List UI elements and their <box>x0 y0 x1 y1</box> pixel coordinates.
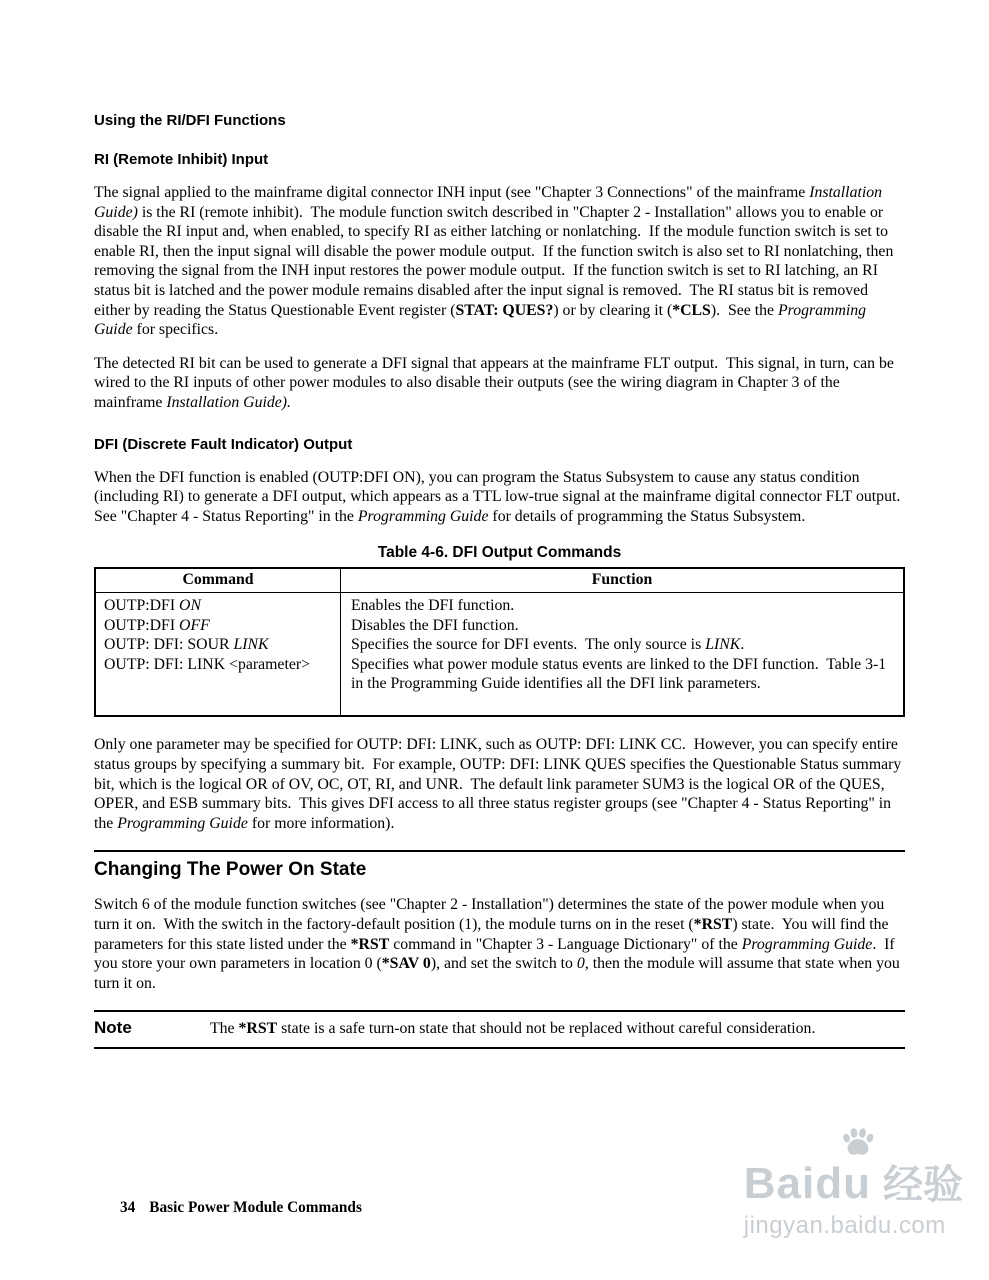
column-header-command: Command <box>95 568 341 593</box>
heading-using-ri-dfi-functions: Using the RI/DFI Functions <box>94 112 286 129</box>
note-box <box>94 1010 905 1049</box>
watermark-brand: Baidu <box>743 1159 871 1208</box>
dfi-output-commands-table <box>94 567 905 717</box>
table-row <box>95 655 904 717</box>
command-cell: OUTP: DFI: LINK <parameter> <box>95 655 341 717</box>
paw-icon <box>840 1126 963 1162</box>
page-footer <box>120 1199 362 1217</box>
function-cell: Disables the DFI function. <box>351 616 519 634</box>
table-row <box>95 616 904 635</box>
table-row <box>95 635 904 654</box>
watermark-brand-cn: 经验 <box>883 1163 963 1207</box>
baidu-watermark <box>744 1126 963 1240</box>
watermark-brand-row <box>743 1159 963 1208</box>
paragraph-dfi-1: When the DFI function is enabled (OUTP:DFI ON), you can program the Status Subsystem to cause any status condition (including RI) to generate a DFI output, which appears as a TTL low-true signal at the mainframe digital connector FLT output. See "Chapter 4 - Status Reporting" in the Programming Guide for details of programming the Status Subsystem. <box>94 468 909 525</box>
command-cell: OUTP:DFI OFF <box>95 616 341 635</box>
footer-title: Basic Power Module Commands <box>149 1199 362 1216</box>
table-row <box>95 593 904 616</box>
watermark-url: jingyan.baidu.com <box>743 1212 946 1239</box>
table-header-row <box>95 568 904 593</box>
heading-ri-remote-inhibit-input: RI (Remote Inhibit) Input <box>94 151 269 168</box>
heading-changing-power-on-state: Changing The Power On State <box>94 859 367 881</box>
section-changing-power-on-state <box>94 850 905 881</box>
note-text: The *RST state is a safe turn-on state that should not be replaced without careful consideration. <box>210 1020 816 1038</box>
paragraph-after-table: Only one parameter may be specified for OUTP: DFI: LINK, such as OUTP: DFI: LINK CC. However, you can specify entire status groups by specifying a summary bit. For example, OUTP: DFI: LINK QUES specifies the Questionable Status summary bit, which is the logical OR of OV, OC, OT, RI, and UNR. The default link parameter SUM3 is the logical OR of the QUES, OPER, and ESB summary bits. This gives DFI access to all three status register groups (see "Chapter 4 - Status Reporting" in the Programming Guide for more information). <box>94 736 906 832</box>
command-cell: OUTP:DFI ON <box>95 593 341 616</box>
column-header-function: Function <box>341 568 905 593</box>
page-content <box>94 112 909 1049</box>
command-cell: OUTP: DFI: SOUR LINK <box>95 635 341 654</box>
function-cell: Enables the DFI function. <box>351 597 515 615</box>
paragraph-power-on: Switch 6 of the module function switches (see "Chapter 2 - Installation") determines the state of the power module when you turn it on. With the switch in the factory-default position (1), the module turns on in the reset (*RST) state. You will find the parameters for this state listed under the *RST command in "Chapter 3 - Language Dictionary" of the Programming Guide. If you store your own parameters in location 0 (*SAV 0), and set the switch to 0, then the module will assume that state when you turn it on. <box>94 896 904 992</box>
dfi-table-body <box>95 593 904 717</box>
table-caption: Table 4-6. DFI Output Commands <box>377 544 622 562</box>
function-cell: Specifies what power module status events are linked to the DFI function. Table 3-1 in the Programming Guide identifies all the DFI link parameters. <box>351 655 891 692</box>
heading-dfi-output: DFI (Discrete Fault Indicator) Output <box>94 435 353 453</box>
paragraph-ri-1: The signal applied to the mainframe digital connector INH input (see "Chapter 3 Connections" of the mainframe Installation Guide) is the RI (remote inhibit). The module function switch described in "Chapter 2 - Installation" allows you to enable or disable the RI input and, when enabled, to specify RI as either latching or nonlatching. If the module function switch is set to enable RI, then the input signal will disable the power module output. If the function switch is also set to RI nonlatching, then removing the signal from the INH input restores the power module output. If the function switch is set to RI latching, an RI status bit is latched and the power module remains disabled after the input signal is removed. The RI status bit is removed either by reading the Status Questionable Event register (STAT: QUES?) or by clearing it (*CLS). See the Programming Guide for specifics. <box>94 184 898 339</box>
page-number: 34 <box>120 1199 136 1216</box>
function-cell: Specifies the source for DFI events. The only source is LINK. <box>351 636 745 654</box>
paragraph-ri-2: The detected RI bit can be used to generate a DFI signal that appears at the mainframe FLT output. This signal, in turn, can be wired to the RI inputs of other power modules to also disable their outputs (see the wiring diagram in Chapter 3 of the mainframe Installation Guide). <box>94 354 898 411</box>
note-label: Note <box>94 1018 132 1038</box>
